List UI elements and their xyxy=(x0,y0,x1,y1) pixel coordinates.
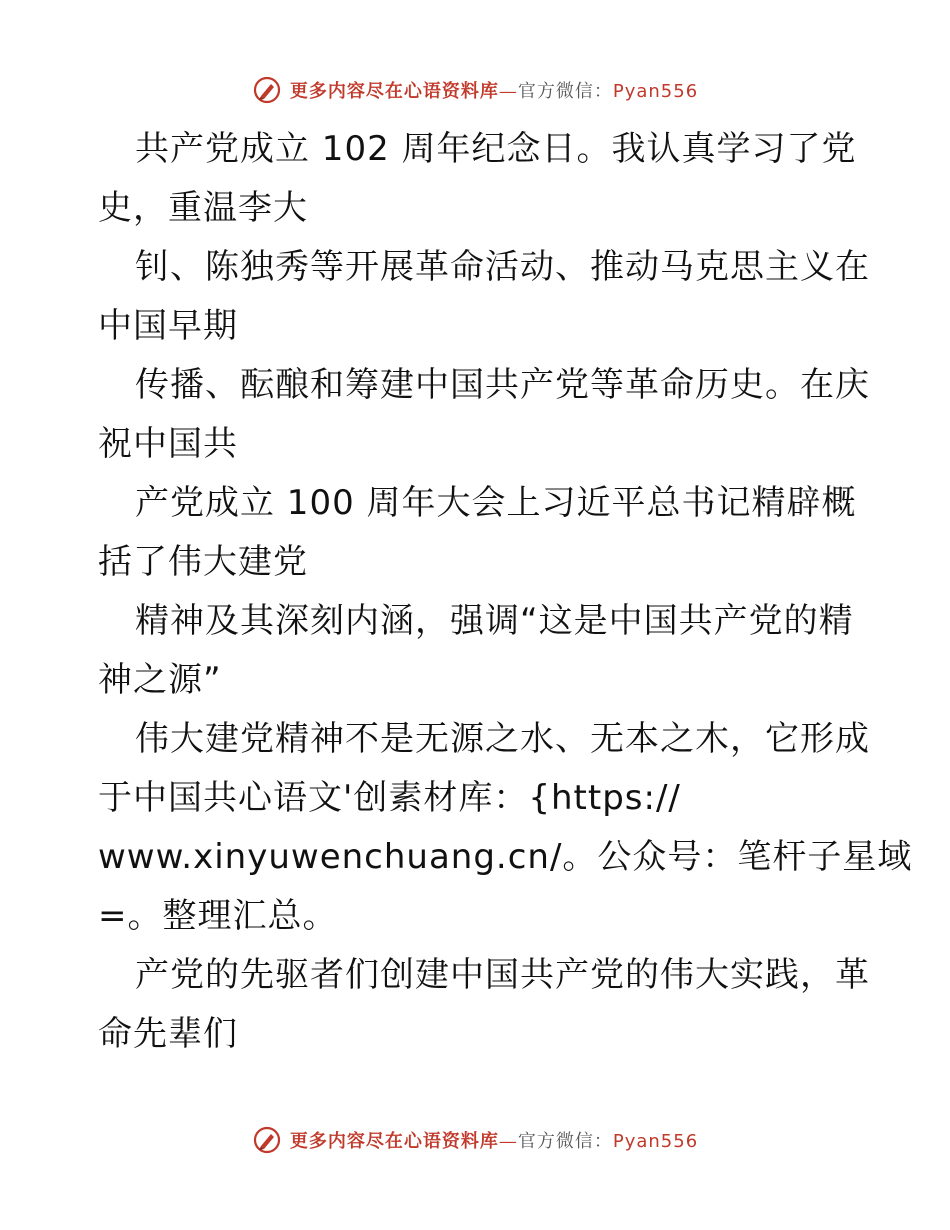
text-line: 神之源” xyxy=(98,660,222,700)
text-line: 产党的先驱者们创建中国共产党的伟大实践，革 xyxy=(135,955,870,995)
text-line: 括了伟大建党 xyxy=(98,542,308,582)
pen-nib-logo-icon xyxy=(252,75,282,105)
text-line: 祝中国共 xyxy=(98,424,238,464)
watermark-wechat-id: Pyan556 xyxy=(612,81,699,102)
pen-nib-logo-icon xyxy=(252,1125,282,1155)
text-line: 产党成立 100 周年大会上习近平总书记精辟概 xyxy=(135,483,857,523)
text-line: 中国早期 xyxy=(98,306,238,346)
text-line: www.xinyuwenchuang.cn/。公众号：笔杆子星域 xyxy=(98,837,913,877)
watermark-brand: 更多内容尽在心语资料库 xyxy=(289,81,499,102)
text-line: 共产党成立 102 周年纪念日。我认真学习了党 xyxy=(135,129,857,169)
text-line: 钊、陈独秀等开展革命活动、推动马克思主义在 xyxy=(135,247,870,287)
header-watermark xyxy=(0,70,950,110)
watermark-separator: — xyxy=(498,1131,518,1152)
text-line: 命先辈们 xyxy=(98,1014,238,1054)
document-body xyxy=(98,120,913,1064)
footer-watermark xyxy=(0,1120,950,1160)
watermark-text xyxy=(290,1127,698,1153)
text-line: 传播、酝酿和筹建中国共产党等革命历史。在庆 xyxy=(135,365,870,405)
text-line: 于中国共心语文'创素材库：{https:// xyxy=(98,778,681,818)
watermark-text xyxy=(290,77,698,103)
watermark-official-label: 官方微信： xyxy=(517,1131,613,1152)
watermark-official-label: 官方微信： xyxy=(517,81,613,102)
text-line: =。整理汇总。 xyxy=(98,896,338,936)
watermark-wechat-id: Pyan556 xyxy=(612,1131,699,1152)
watermark-separator: — xyxy=(498,81,518,102)
text-line: 精神及其深刻内涵，强调“这是中国共产党的精 xyxy=(135,601,854,641)
text-line: 伟大建党精神不是无源之水、无本之木，它形成 xyxy=(135,719,870,759)
watermark-brand: 更多内容尽在心语资料库 xyxy=(289,1131,499,1152)
text-line: 史，重温李大 xyxy=(98,188,308,228)
